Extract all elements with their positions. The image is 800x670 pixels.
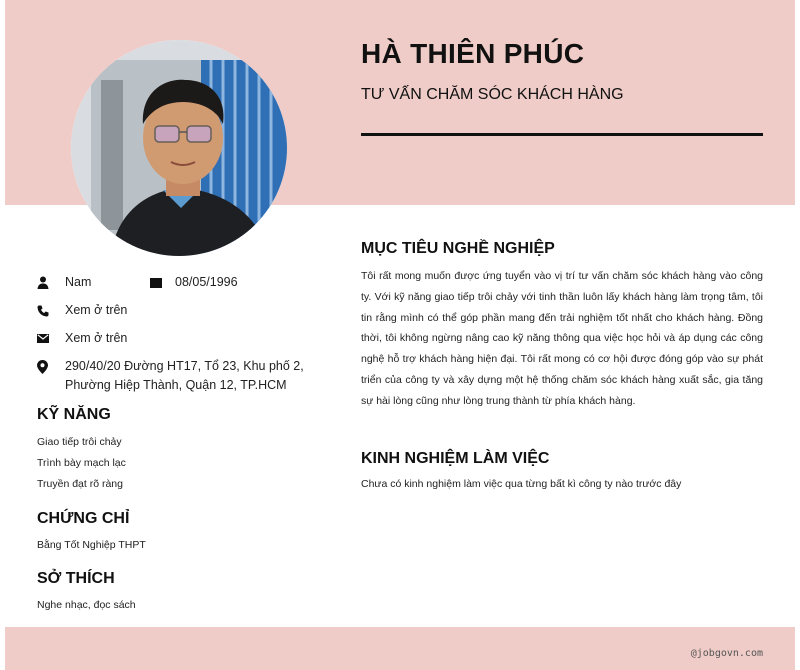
- certificates-heading: CHỨNG CHỈ: [37, 510, 130, 527]
- list-item: Truyền đạt rõ ràng: [37, 478, 123, 490]
- phone-value: Xem ở trên: [65, 303, 128, 317]
- list-item: Bằng Tốt Nghiệp THPT: [37, 539, 146, 551]
- address-line-2: Phường Hiệp Thành, Quận 12, TP.HCM: [65, 378, 287, 392]
- profile-photo: [71, 40, 287, 256]
- dob-value: 08/05/1996: [175, 275, 238, 289]
- footer-band: [5, 627, 795, 670]
- watermark: @jobgovn.com: [690, 648, 763, 659]
- list-item: Nghe nhạc, đọc sách: [37, 599, 136, 611]
- email-value: Xem ở trên: [65, 331, 128, 345]
- skills-list: [37, 432, 126, 495]
- objective-text: Tôi rất mong muốn được ứng tuyển vào vị trí tư vấn chăm sóc khách hàng vào công ty. Với kỹ năng giao tiếp trôi chảy với tinh thần luôn lấy khách hàng làm trọng tâm, tôi tin rằng mình có thể góp phần mang đến trải nghiệm tốt nhất cho khách hàng. Đồng thời, tôi không ngừng nâng cao kỹ năng thông qua việc học hỏi và áp dụng các công nghệ hỗ trợ khách hàng hiện đại. Tôi rất mong có cơ hội được đóng góp vào sự phát triển của công ty và xây dựng một hệ thống chăm sóc khách hàng xuất sắc, gia tăng sự hài lòng cũng như lòng trung thành từ phía khách hàng.: [361, 270, 763, 407]
- objective-heading: MỤC TIÊU NGHỀ NGHIỆP: [361, 240, 555, 257]
- gender-dob-row: [37, 273, 327, 292]
- avatar: [71, 40, 287, 256]
- address-line-1: 290/40/20 Đường HT17, Tổ 23, Khu phố 2,: [65, 359, 304, 373]
- address-row: [37, 357, 327, 395]
- location-icon: [37, 357, 65, 376]
- list-item: Trình bày mạch lạc: [37, 457, 126, 469]
- certificates-list: [37, 535, 146, 556]
- list-item: Giao tiếp trôi chảy: [37, 436, 122, 448]
- skills-heading: KỸ NĂNG: [37, 406, 111, 423]
- mail-icon: [37, 329, 65, 348]
- job-title: TƯ VẤN CHĂM SÓC KHÁCH HÀNG: [361, 86, 624, 103]
- address-value: [65, 357, 304, 395]
- experience-text: Chưa có kinh nghiệm làm việc qua từng bất kì công ty nào trước đây: [361, 478, 682, 490]
- calendar-icon: [150, 273, 175, 292]
- phone-icon: [37, 301, 65, 320]
- hobbies-heading: SỞ THÍCH: [37, 570, 115, 587]
- email-row: [37, 329, 327, 348]
- gender-value: Nam: [65, 275, 92, 289]
- cv-page: [5, 0, 795, 670]
- contact-info: [37, 273, 327, 404]
- title-divider: [361, 133, 763, 136]
- experience-heading: KINH NGHIỆM LÀM VIỆC: [361, 450, 550, 467]
- phone-row: [37, 301, 327, 320]
- hobbies-list: [37, 595, 136, 616]
- user-icon: [37, 273, 65, 292]
- candidate-name: HÀ THIÊN PHÚC: [361, 38, 585, 69]
